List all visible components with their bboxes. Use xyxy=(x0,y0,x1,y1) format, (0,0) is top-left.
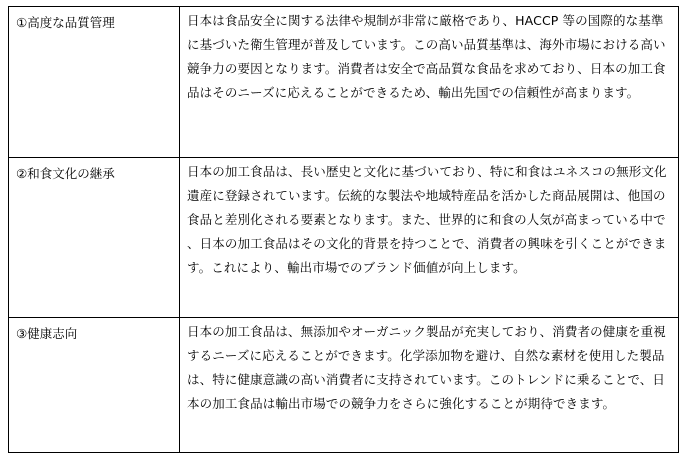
row-body-cell xyxy=(180,318,679,453)
table-row xyxy=(9,318,679,453)
row-body: 日本は食品安全に関する法律や規制が非常に厳格であり、HACCP 等の国際的な基準に基づいた衛生管理が普及しています。この高い品質基準は、海外市場における高い競争力の要因となります。消費者は安全で高品質な食品を求めており、日本の加工食品はそのニーズに応えることができるため、輸出先国での信頼性が高まります。 xyxy=(187,13,666,100)
table-row xyxy=(9,7,679,158)
feature-table xyxy=(8,6,679,453)
row-heading-cell xyxy=(9,7,180,158)
row-body: 日本の加工食品は、長い歴史と文化に基づいており、特に和食はユネスコの無形文化遺産に登録されています。伝統的な製法や地域特産品を活かした商品展開は、他国の食品と差別化される要素となります。また、世界的に和食の人気が高まっている中で、日本の加工食品はその文化的背景を持つことで、消費者の興味を引くことができます。これにより、輸出市場でのブランド価値が向上します。 xyxy=(187,164,667,275)
row-body-cell xyxy=(180,7,679,158)
table-row xyxy=(9,158,679,318)
row-heading: ②和食文化の継承 xyxy=(16,166,115,181)
row-body: 日本の加工食品は、無添加やオーガニック製品が充実しており、消費者の健康を重視するニーズに応えることができます。化学添加物を避け、自然な素材を使用した製品は、特に健康意識の高い消費者に支持されています。このトレンドに乗ることで、日本の加工食品は輸出市場での競争力をさらに強化することが期待できます。 xyxy=(187,324,666,411)
row-body-cell xyxy=(180,158,679,318)
row-heading: ①高度な品質管理 xyxy=(16,15,115,30)
row-heading-cell xyxy=(9,158,180,318)
row-heading-cell xyxy=(9,318,180,453)
row-heading: ③健康志向 xyxy=(16,326,78,341)
